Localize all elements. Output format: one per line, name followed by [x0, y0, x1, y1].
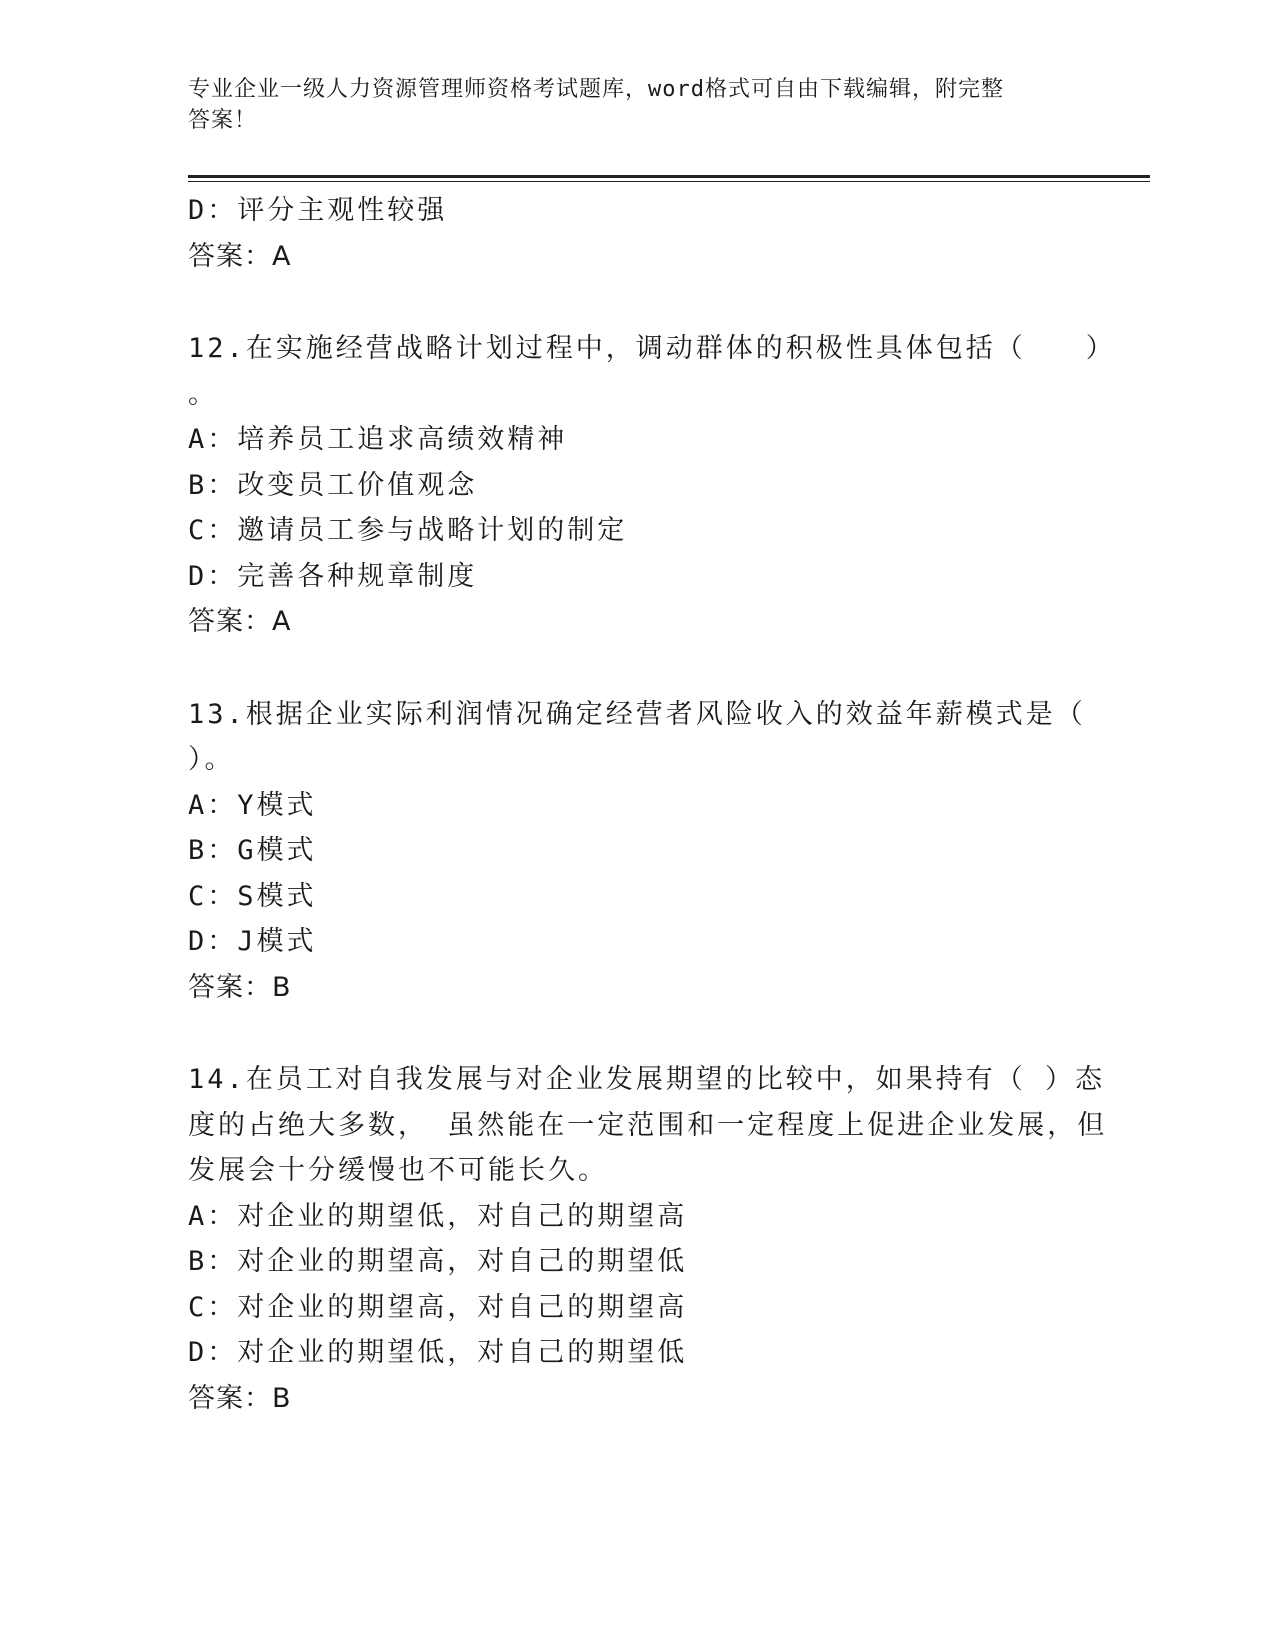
question-13: [188, 692, 1088, 1011]
question-stem-line: ）。: [188, 744, 235, 775]
option-d: D：对企业的期望低，对自己的期望低: [188, 1337, 688, 1368]
option-d: D：完善各种规章制度: [188, 560, 478, 592]
option-b: B：对企业的期望高，对自己的期望低: [188, 1246, 688, 1277]
question-stem-line: 12.在实施经营战略计划过程中，调动群体的积极性具体包括（ ）: [188, 333, 1116, 364]
option-d: D：J模式: [188, 926, 317, 957]
option-b: B：G模式: [188, 835, 317, 866]
option-a: A：培养员工追求高绩效精神: [188, 424, 568, 455]
option-c: C：对企业的期望高，对自己的期望高: [188, 1291, 688, 1323]
question-stem-line: 13.根据企业实际利润情况确定经营者风险收入的效益年薪模式是（: [188, 698, 1086, 730]
answer: 答案：B: [188, 1382, 292, 1414]
option-b: B：改变员工价值观念: [188, 469, 478, 501]
question-14: [188, 1057, 1108, 1421]
question-stem-line: 。: [188, 378, 218, 410]
option-a: A：对企业的期望低，对自己的期望高: [188, 1200, 688, 1232]
option-a: A：Y模式: [188, 789, 317, 821]
header-line-2: 答案！: [188, 108, 258, 133]
page-header: [188, 74, 1068, 136]
option-c: C：S模式: [188, 880, 317, 912]
header-rule-thin: [188, 181, 1150, 182]
spacer: [188, 1010, 1088, 1057]
option-c: C：邀请员工参与战略计划的制定: [188, 515, 628, 546]
question-stem-line: 发展会十分缓慢也不可能长久。: [188, 1155, 608, 1186]
question-stem-line: 14.在员工对自我发展与对企业发展期望的比较中，如果持有（ ）态: [188, 1064, 1106, 1095]
spacer: [188, 645, 1088, 692]
question-stem-line: 度的占绝大多数， 虽然能在一定范围和一定程度上促进企业发展，但: [188, 1109, 1108, 1141]
answer: 答案：A: [188, 606, 292, 637]
question-list: [188, 188, 1116, 1421]
header-rule-thick: [188, 175, 1150, 178]
answer: 答案：B: [188, 971, 292, 1003]
header-line-1: 专业企业一级人力资源管理师资格考试题库，word格式可自由下载编辑，附完整: [188, 77, 1004, 102]
spacer: [188, 279, 1088, 326]
carryover-answer: 答案：A: [188, 240, 292, 272]
question-12: [188, 326, 1116, 645]
carryover-option-d: D：评分主观性较强: [188, 195, 448, 226]
